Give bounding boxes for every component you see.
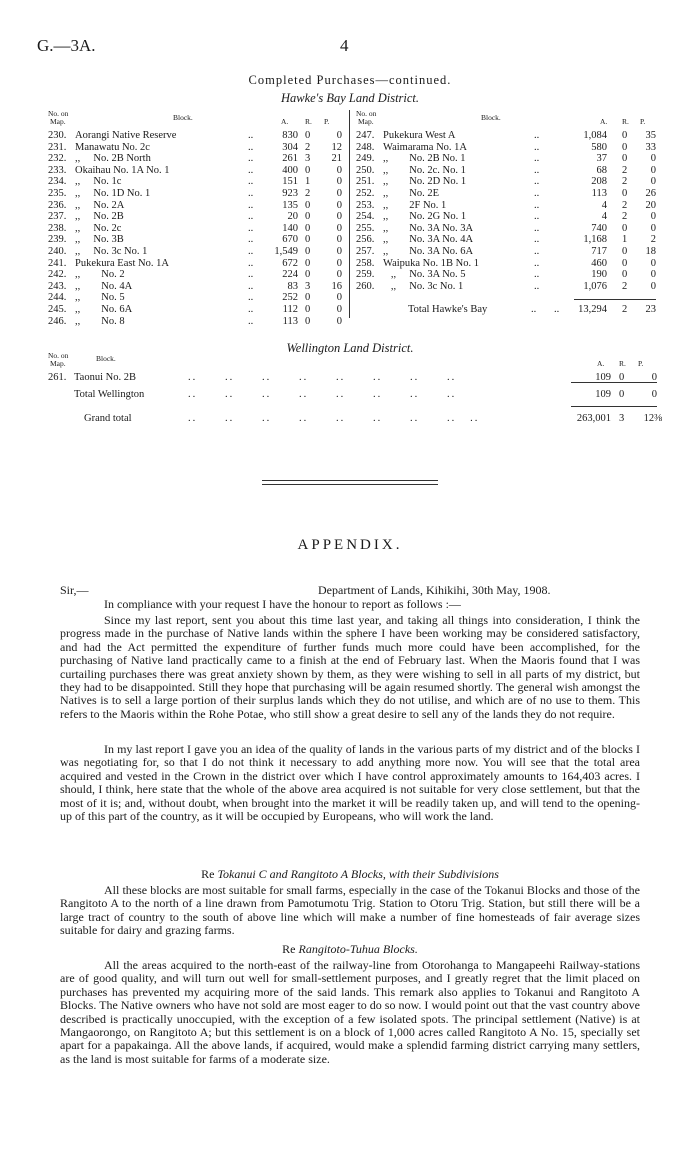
perches-value: 0 [650, 176, 656, 188]
total-label: Total Hawke's Bay [408, 304, 488, 315]
block-name: ,, No. 3c No. 1 [75, 245, 148, 257]
section-heading: Re Tokanui C and Rangitoto A Blocks, with their Subdivisions [201, 867, 499, 881]
roods-value: 0 [305, 199, 311, 211]
hawkes-bay-total-row: Total Hawke's Bay .. .. 13,294 2 23 [408, 304, 656, 315]
acres-value: 304 [282, 141, 298, 153]
map-number: 247. [356, 130, 375, 141]
table-row: 245. ,, No. 6A .. 112 0 0 [48, 303, 342, 315]
col-block: Block. [481, 113, 501, 122]
map-number: 257. [356, 245, 375, 257]
block-name: ,, No. 4A [75, 280, 133, 292]
paragraph: All these blocks are most suitable for small farms, especially in the case of the Tokanui Blocks and those of the Rangitoto A to the north of a line drawn from Pamotumotu Trig. Station to Otoru Trig. Station, but still there will be a large tract of country to the south of above line which will make a number of fine homesteads of fair average sizes suitable for dairy and grazing farms. [60, 883, 640, 938]
acres-value: 113 [591, 187, 607, 199]
district-title: Hawke's Bay Land District. [280, 91, 420, 105]
perches-value: 21 [331, 153, 342, 165]
table-row: 257. ,, No. 3A No. 6A .. 717 0 18 [356, 245, 656, 257]
perches-value: 0 [336, 234, 342, 246]
document-reference: G.—3A. [37, 36, 96, 55]
acres-value: 208 [591, 176, 607, 188]
map-number: 241. [48, 257, 67, 269]
table-row: 255. ,, No. 3A No. 3A .. 740 0 0 [356, 222, 656, 234]
block-name: ,, No. 2B North [75, 153, 151, 165]
map-number: 237. [48, 211, 67, 223]
acres-value: 1,076 [583, 280, 607, 292]
perches-value: 33 [645, 141, 656, 153]
table-row: 234. ,, No. 1c .. 151 1 0 [48, 176, 342, 188]
table-row: 242. ,, No. 2 .. 224 0 0 [48, 269, 342, 281]
map-number: 258. [356, 257, 375, 269]
col-map: Map. [50, 359, 66, 368]
map-number: 230. [48, 130, 67, 141]
block-name: Okaihau No. 1A No. 1 [75, 164, 170, 176]
roods-value: 2 [305, 141, 311, 153]
perches-value: 0 [336, 315, 342, 327]
wellington-title: Wellington Land District. [286, 341, 414, 355]
roods-value: 0 [305, 211, 311, 223]
map-number: 260. [356, 280, 375, 292]
block-name: ,, No. 2B [75, 211, 124, 223]
roods-value: 0 [622, 222, 628, 234]
acres-value: 112 [282, 303, 298, 315]
grand-total-rule [571, 406, 657, 407]
table-row: 250. ,, No. 2c. No. 1 .. 68 2 0 [356, 164, 656, 176]
table-row: 256. ,, No. 3A No. 4A .. 1,168 1 2 [356, 234, 656, 246]
roods-value: 0 [305, 303, 311, 315]
perches-value: 0 [650, 269, 656, 281]
map-number: 235. [48, 187, 67, 199]
table-row: 244. ,, No. 5 .. 252 0 0 [48, 292, 342, 304]
map-number: 252. [356, 187, 375, 199]
acres-value: 830 [282, 130, 298, 141]
perches-value: 0 [336, 303, 342, 315]
col-map: Map. [358, 117, 374, 126]
roods-value: 2 [622, 176, 628, 188]
map-number: 243. [48, 280, 67, 292]
perches-value: 16 [331, 280, 342, 292]
block-name: ,, No. 2B No. 1 [383, 153, 466, 165]
table-row: 241. Pukekura East No. 1A .. 672 0 0 [48, 257, 342, 269]
roods-value: 0 [622, 269, 628, 281]
block-name: ,, No. 1D No. 1 [75, 187, 151, 199]
map-number: 248. [356, 141, 375, 153]
perches-value: 0 [336, 269, 342, 281]
paragraph: Since my last report, sent you about this time last year, and taking all things into consideration, I think the progress made in the purchase of Native lands within the sphere I have been working may be considered satisfactory, and had the Act permitted the expenditure of further funds much more could have been accomplished, for the purchasing of Native land practically came to a finish at the end of February last. When the Maoris found that I was curtailing purchases there was great anxiety shown by them, as they were wishing to sell in all parts of my district, but they had to be disappointed. Still they hope that purchasing will be again resumed shortly. The general wish amongst the Natives is to sell a large portion of their surplus lands which they do not utilise, and which are of no use to them. This refers to the Maoris within the Rohe Potae, who still show a great desire to sell any of the lands they do not require. [60, 613, 640, 721]
roods-value: 2 [622, 211, 628, 223]
total-perches: 23 [645, 304, 656, 315]
table-row: 261. Taonui No. 2B .. .. .. .. .. .. .. .. 109 0 0 [48, 372, 657, 383]
roods-value: 3 [305, 153, 311, 165]
grand-total: Grand total .. .. .. .. .. .. .. .. .. 263,001 3 12⅜ [84, 413, 662, 424]
table-row: 258. Waipuka No. 1B No. 1 .. 460 0 0 [356, 257, 656, 269]
col-roods: R. [619, 359, 626, 368]
roods-value: 2 [622, 280, 628, 292]
col-no: No. on [48, 351, 69, 360]
perches-value: 0 [336, 176, 342, 188]
block-name: ,, No. 5 [75, 292, 125, 304]
acres-value: 113 [282, 315, 298, 327]
map-number: 250. [356, 164, 375, 176]
roods-value: 0 [622, 245, 628, 257]
map-number: 233. [48, 164, 67, 176]
table-row: 243. ,, No. 4A .. 83 3 16 [48, 280, 342, 292]
table-row: 233. Okaihau No. 1A No. 1 .. 400 0 0 [48, 164, 342, 176]
table-row: 251. ,, No. 2D No. 1 .. 208 2 0 [356, 176, 656, 188]
perches-value: 0 [650, 211, 656, 223]
perches-value: 0 [650, 280, 656, 292]
block-name: Waipuka No. 1B No. 1 [383, 257, 479, 269]
map-number: 255. [356, 222, 375, 234]
col-no: No. on [356, 109, 377, 118]
table-row: 248. Waimarama No. 1A .. 580 0 33 [356, 141, 656, 153]
col-perches: P. [324, 117, 330, 126]
acres-value: 460 [591, 257, 607, 269]
table-row: 236. ,, No. 2A .. 135 0 0 [48, 199, 342, 211]
map-number: 236. [48, 199, 67, 211]
acres-value: 670 [282, 234, 298, 246]
block-name: ,, No. 3A No. 5 [383, 269, 466, 281]
acres-value: 224 [282, 269, 298, 281]
acres-value: 37 [596, 153, 607, 165]
perches-value: 0 [650, 164, 656, 176]
acres-value: 1,168 [583, 234, 607, 246]
col-acres: A. [597, 359, 605, 368]
acres-value: 1,084 [583, 130, 607, 141]
table-row: 259. ,, No. 3A No. 5 .. 190 0 0 [356, 269, 656, 281]
table-row: 246. ,, No. 8 .. 113 0 0 [48, 315, 342, 327]
right-table [356, 109, 656, 315]
block-name: ,, No. 8 [75, 315, 125, 327]
section-separator [262, 480, 438, 481]
section-separator [262, 484, 438, 485]
map-number: 259. [356, 269, 375, 281]
col-perches: P. [638, 359, 644, 368]
perches-value: 0 [336, 199, 342, 211]
col-roods: R. [622, 117, 629, 126]
page-number: 4 [340, 36, 349, 55]
block-name: ,, No. 2G No. 1 [383, 211, 467, 223]
acres-value: 717 [591, 245, 607, 257]
table-row: 230. Aorangi Native Reserve .. 830 0 0 [48, 130, 342, 141]
map-number: 246. [48, 315, 67, 327]
roods-value: 0 [305, 269, 311, 281]
map-number: 242. [48, 269, 67, 281]
roods-value: 0 [305, 234, 311, 246]
col-roods: R. [305, 117, 312, 126]
block-name: ,, No. 2D No. 1 [383, 176, 467, 188]
block-name: ,, No. 2E [383, 187, 439, 199]
roods-value: 0 [305, 257, 311, 269]
roods-value: 0 [305, 164, 311, 176]
perches-value: 20 [645, 199, 656, 211]
wellington-table [48, 352, 658, 384]
roods-value: 0 [305, 222, 311, 234]
wellington-total: Total Wellington .. .. .. .. .. .. .. .. 109 0 0 [74, 389, 657, 400]
perches-value: 18 [645, 245, 656, 257]
roods-value: 0 [305, 315, 311, 327]
perches-value: 12 [331, 141, 342, 153]
perches-value: 35 [645, 130, 656, 141]
table-row: 240. ,, No. 3c No. 1 .. 1,549 0 0 [48, 245, 342, 257]
total-acres: 13,294 [578, 304, 607, 315]
block-name: ,, No. 2A [75, 199, 125, 211]
roods-value: 0 [622, 141, 628, 153]
map-number: 254. [356, 211, 375, 223]
acres-value: 135 [282, 199, 298, 211]
acres-value: 190 [591, 269, 607, 281]
roods-value: 0 [622, 187, 628, 199]
map-number: 249. [356, 153, 375, 165]
table-row: 260. ,, No. 3c No. 1 .. 1,076 2 0 [356, 280, 656, 292]
paragraph: In compliance with your request I have the honour to report as follows :— [104, 597, 461, 611]
table-row: 247. Pukekura West A .. 1,084 0 35 [356, 130, 656, 141]
perches-value: 0 [650, 153, 656, 165]
block-name: ,, No. 3B [75, 234, 124, 246]
col-block: Block. [96, 354, 116, 363]
table-row: 237. ,, No. 2B .. 20 0 0 [48, 211, 342, 223]
dateline: Department of Lands, Kihikihi, 30th May, 1908. [318, 583, 551, 597]
roods-value: 2 [622, 164, 628, 176]
table-row: 252. ,, No. 2E .. 113 0 26 [356, 187, 656, 199]
block-name: ,, No. 2c [75, 222, 122, 234]
perches-value: 0 [336, 292, 342, 304]
acres-value: 740 [591, 222, 607, 234]
table-row: 249. ,, No. 2B No. 1 .. 37 0 0 [356, 153, 656, 165]
block-name: Manawatu No. 2c [75, 141, 150, 153]
block-name: Waimarama No. 1A [383, 141, 467, 153]
roods-value: 0 [622, 130, 628, 141]
roods-value: 2 [622, 199, 628, 211]
table-row: 239. ,, No. 3B .. 670 0 0 [48, 234, 342, 246]
col-map: Map. [50, 117, 66, 126]
perches-value: 0 [336, 257, 342, 269]
acres-value: 140 [282, 222, 298, 234]
acres-value: 580 [591, 141, 607, 153]
map-number: 245. [48, 303, 67, 315]
perches-value: 0 [336, 211, 342, 223]
acres-value: 1,549 [274, 245, 298, 257]
roods-value: 0 [305, 130, 311, 141]
total-rule [574, 299, 656, 300]
acres-value: 261 [282, 153, 298, 165]
col-perches: P. [640, 117, 646, 126]
perches-value: 0 [650, 257, 656, 269]
block-name: ,, No. 6A [75, 303, 133, 315]
left-table [48, 110, 348, 327]
acres-value: 672 [282, 257, 298, 269]
block-name: ,, No. 3A No. 6A [383, 245, 474, 257]
block-name: ,, No. 3A No. 4A [383, 234, 474, 246]
map-number: 231. [48, 141, 67, 153]
block-name: ,, No. 3c No. 1 [383, 280, 464, 292]
acres-value: 4 [601, 199, 607, 211]
wellington-rule [571, 382, 657, 383]
acres-value: 68 [596, 164, 607, 176]
map-number: 251. [356, 176, 375, 188]
table-row: 254. ,, No. 2G No. 1 .. 4 2 0 [356, 211, 656, 223]
map-number: 253. [356, 199, 375, 211]
block-name: ,, No. 2 [75, 269, 125, 281]
salutation: Sir,— [60, 583, 89, 597]
perches-value: 2 [650, 234, 656, 246]
roods-value: 0 [305, 292, 311, 304]
map-number: 244. [48, 292, 67, 304]
table-row: 232. ,, No. 2B North .. 261 3 21 [48, 153, 342, 165]
table-row: 231. Manawatu No. 2c .. 304 2 12 [48, 141, 342, 153]
roods-value: 0 [305, 245, 311, 257]
col-acres: A. [600, 117, 608, 126]
appendix-title: APPENDIX. [297, 537, 403, 553]
table-row: 238. ,, No. 2c .. 140 0 0 [48, 222, 342, 234]
acres-value: 400 [282, 164, 298, 176]
roods-value: 2 [305, 187, 311, 199]
perches-value: 0 [336, 164, 342, 176]
acres-value: 923 [282, 187, 298, 199]
roods-value: 1 [305, 176, 311, 188]
map-number: 256. [356, 234, 375, 246]
col-acres: A. [281, 117, 289, 126]
map-number: 240. [48, 245, 67, 257]
acres-value: 151 [282, 176, 298, 188]
roods-value: 1 [622, 234, 628, 246]
block-name: Aorangi Native Reserve [75, 130, 177, 141]
roods-value: 3 [305, 280, 311, 292]
block-name: ,, No. 1c [75, 176, 122, 188]
block-name: ,, No. 2c. No. 1 [383, 164, 466, 176]
perches-value: 0 [336, 245, 342, 257]
acres-value: 83 [287, 280, 298, 292]
block-name: ,, No. 3A No. 3A [383, 222, 474, 234]
paragraph: In my last report I gave you an idea of the quality of lands in the various parts of my district and of the blocks I was negotiating for, so that I do not think it necessary to add anything more now. You will see that the total area acquired and vested in the Crown in the district over which I have control approximately amounts to 164,403 acres. I should, I think, here state that the whole of the above area acquired is not suitable for very close settlement, but that the most of it is; and, without doubt, when brought into the market it will be readily taken up, and will tend to the opening-up of this part of the country, as it will be occupied by Europeans, who will work the land. [60, 742, 640, 824]
roods-value: 0 [622, 257, 628, 269]
table-row: 235. ,, No. 1D No. 1 .. 923 2 0 [48, 187, 342, 199]
acres-value: 252 [282, 292, 298, 304]
section-heading: Re Rangitoto-Tuhua Blocks. [282, 942, 418, 956]
block-name: Pukekura East No. 1A [75, 257, 169, 269]
roods-value: 0 [622, 153, 628, 165]
col-no: No. on [48, 109, 69, 118]
perches-value: 26 [645, 187, 656, 199]
col-block: Block. [173, 113, 193, 122]
perches-value: 0 [336, 222, 342, 234]
block-name: ,, 2F No. 1 [383, 199, 447, 211]
total-roods: 2 [622, 304, 628, 315]
map-number: 232. [48, 153, 67, 165]
map-number: 234. [48, 176, 67, 188]
table-row: 253. ,, 2F No. 1 .. 4 2 20 [356, 199, 656, 211]
map-number: 239. [48, 234, 67, 246]
paragraph: All the areas acquired to the north-east of the railway-line from Otorohanga to Mangapeehi Railway-stations are of good quality, and will turn out well for small-settlement purposes, and I greatly regret that the limit placed on purchases has prevented my acquiring more of the said lands. This remark also applies to Tokanui and Rangitoto A Blocks. The Native owners who have not sold are most eager to do so now. I would point out that the vast country above described is practically unoccupied, with the exception of a few isolated spots. The principal settlement (Native) is at Mangaorongo, on Rangitoto A; but this settlement is on a block of 1,000 acres called Rangitoto A No. 15, specially set apart for a papakainga. All the above lands, if acquired, would make a splendid farming district carrying many settlers, as the land is most suitable for farms of a moderate size. [60, 958, 640, 1066]
acres-value: 4 [601, 211, 607, 223]
perches-value: 0 [336, 130, 342, 141]
acres-value: 20 [287, 211, 298, 223]
perches-value: 0 [336, 187, 342, 199]
column-divider [349, 110, 350, 318]
map-number: 238. [48, 222, 67, 234]
block-name: Pukekura West A [383, 130, 456, 141]
section-title: Completed Purchases—continued. [248, 73, 452, 87]
perches-value: 0 [650, 222, 656, 234]
